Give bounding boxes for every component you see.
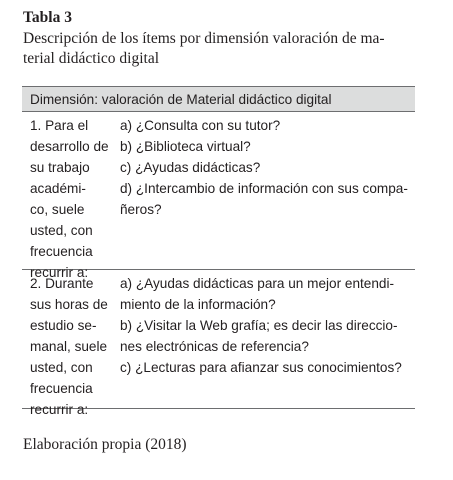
dimension-cell [22, 112, 109, 280]
item-line: miento de la información? [120, 297, 276, 312]
dimension-line: co, suele [30, 202, 85, 217]
item-line: c) ¿Ayudas didácticas? [120, 160, 261, 175]
table-caption-description [23, 29, 418, 69]
dimension-line: recurrir a: [30, 265, 89, 280]
dimension-line: recurrir a: [30, 402, 89, 417]
dimension-cell [22, 270, 108, 417]
dimension-line: su trabajo [30, 160, 90, 175]
dimension-line: usted, con [30, 223, 93, 238]
dimension-line: frecuencia [30, 244, 93, 259]
dimension-line: estudio se- [30, 318, 97, 333]
items-cell [108, 112, 415, 269]
dimension-line: 2. Durante [30, 276, 94, 291]
item-line: ñeros? [120, 202, 162, 217]
table-row [22, 270, 415, 417]
items-table [22, 86, 415, 417]
table-caption-title: Tabla 3 [23, 9, 72, 26]
dimension-line: manal, suele [30, 339, 108, 354]
table-header: Dimensión: valoración de Material didáctico digital [22, 86, 415, 112]
dimension-line: usted, con [30, 360, 93, 375]
item-line: a) ¿Ayudas didácticas para un mejor entendi- [120, 276, 395, 291]
table-source-note: Elaboración propia (2018) [23, 436, 187, 453]
item-line: a) ¿Consulta con su tutor? [120, 118, 281, 133]
table-row [22, 112, 415, 280]
dimension-line: sus horas de [30, 297, 108, 312]
item-line: b) ¿Biblioteca virtual? [120, 139, 251, 154]
item-line: c) ¿Lecturas para afianzar sus conocimientos? [120, 360, 402, 375]
dimension-line: 1. Para el [30, 118, 89, 133]
dimension-line: académi- [30, 181, 86, 196]
items-cell [108, 270, 415, 408]
item-line: nes electrónicas de referencia? [120, 339, 309, 354]
dimension-line: frecuencia [30, 381, 93, 396]
item-line: d) ¿Intercambio de información con sus compa- [120, 181, 408, 196]
caption-line: terial didáctico digital [23, 50, 160, 67]
item-line: b) ¿Visitar la Web grafía; es decir las direccio- [120, 318, 398, 333]
caption-line: Descripción de los ítems por dimensión valoración de ma- [23, 30, 385, 47]
dimension-line: desarrollo de [30, 139, 109, 154]
